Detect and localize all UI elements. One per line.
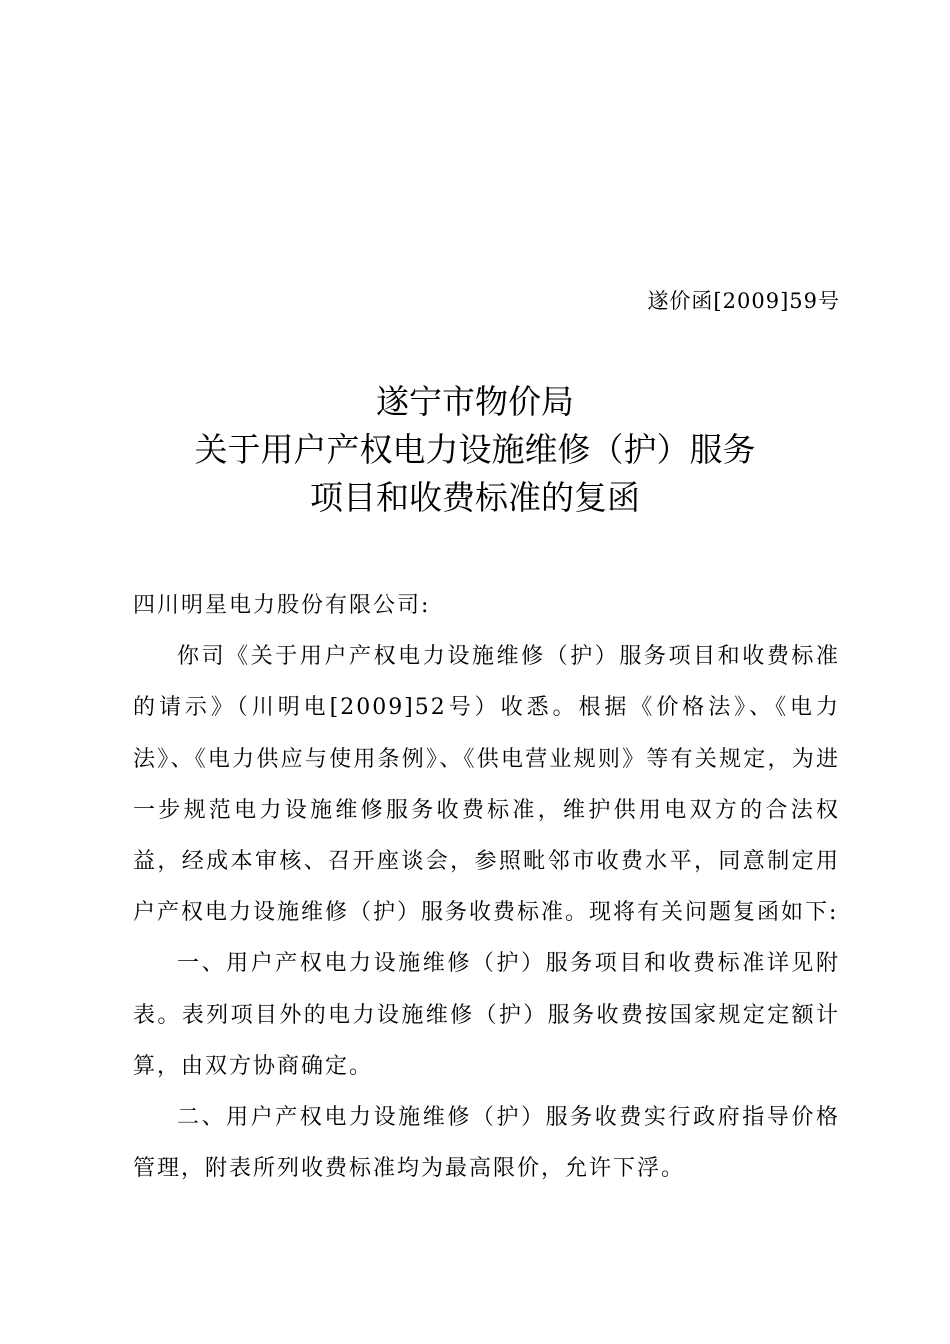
body-paragraph-item-1: 一、用户产权电力设施维修（护）服务项目和收费标准详见附表。表列项目外的电力设施维修（护）服务收费按国家规定定额计算，由双方协商确定。 [133,951,840,1079]
title-line-subject: 关于用户产权电力设施维修（护）服务 [194,430,756,469]
document-body [133,580,840,1194]
document-number: 遂价函[2009]59号 [647,289,840,313]
body-paragraph-intro: 你司《关于用户产权电力设施维修（护）服务项目和收费标准的请示》（川明电[2009]52号）收悉。根据《价格法》、《电力法》、《电力供应与使用条例》、《供电营业规则》等有关规定，为进一步规范电力设施维修服务收费标准，维护供用电双方的合法权益，经成本审核、召开座谈会，参照毗邻市收费水平，同意制定用户产权电力设施维修（护）服务收费标准。现将有关问题复函如下: [133,644,840,926]
title-line-issuer: 遂宁市物价局 [376,382,574,421]
title-line-subject-cont: 项目和收费标准的复函 [310,478,640,517]
body-paragraph-item-2: 二、用户产权电力设施维修（护）服务收费实行政府指导价格管理，附表所列收费标准均为最高限价，允许下浮。 [133,1105,840,1182]
salutation: 四川明星电力股份有限公司: [133,593,431,618]
document-title [0,378,950,522]
